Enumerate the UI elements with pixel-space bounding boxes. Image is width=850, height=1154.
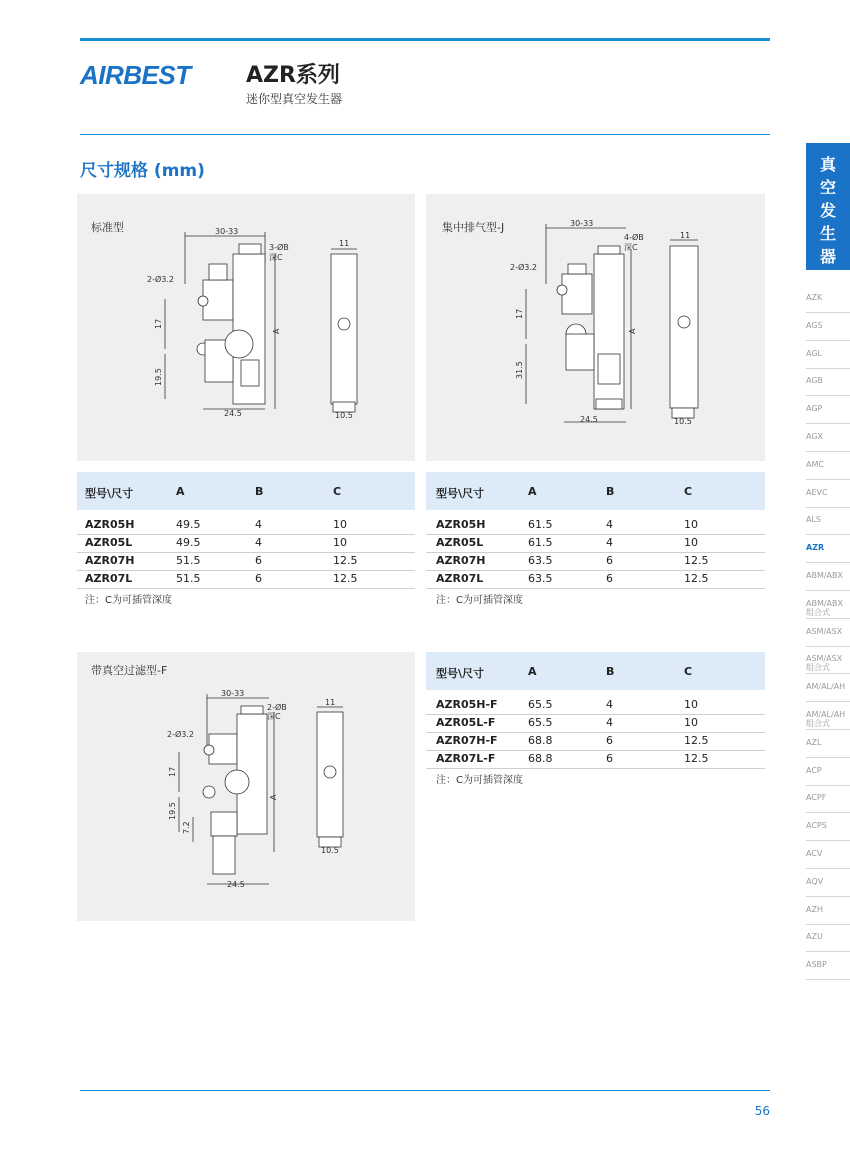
sidebar-divider	[806, 868, 850, 869]
dim-h17: 17	[168, 766, 177, 777]
table-note: 注：C为可插管深度	[85, 595, 172, 606]
dim-a: A	[628, 328, 637, 334]
sidebar-divider	[806, 896, 850, 897]
dim-hole-b: 4-ØB	[624, 233, 644, 242]
sidebar-divider	[806, 451, 850, 452]
sidebar-item-22[interactable]: AZH	[806, 904, 823, 914]
table-header	[426, 652, 765, 690]
sidebar-divider	[806, 673, 850, 674]
sidebar-item-10[interactable]: ABM/ABX	[806, 571, 843, 580]
page-number: 56	[754, 1104, 770, 1118]
sidebar-divider	[806, 701, 850, 702]
sidebar-divider	[806, 729, 850, 730]
sidebar-divider	[806, 951, 850, 952]
sidebar-divider	[806, 785, 850, 786]
dim-a: A	[269, 794, 278, 800]
table-header	[426, 472, 765, 510]
th-b: B	[606, 485, 615, 498]
sidebar-item-16[interactable]: AZL	[806, 737, 822, 747]
sidebar-divider	[806, 924, 850, 925]
drawing-label: 带真空过滤型-F	[91, 664, 168, 677]
dim-h195: 19.5	[154, 368, 163, 386]
sidebar-divider	[806, 479, 850, 480]
table-row: AZR07L-F 68.8 6 12.5	[426, 750, 765, 769]
dim-width-top: 30-33	[215, 227, 239, 236]
sidebar-divider	[806, 562, 850, 563]
sidebar-item-2[interactable]: AGL	[806, 348, 822, 358]
dim-side-b: 10.5	[321, 846, 339, 855]
sidebar-divider	[806, 840, 850, 841]
drawing-standard	[77, 194, 415, 461]
sidebar-item-12[interactable]: ASM/ASX	[806, 626, 843, 636]
table-row: AZR05L 61.5 4 10	[426, 534, 765, 553]
top-rule	[80, 38, 770, 41]
j-drawing-svg	[426, 194, 765, 461]
dim-width-top: 30-33	[221, 689, 245, 698]
table-standard	[77, 472, 415, 605]
sidebar-divider	[806, 757, 850, 758]
dim-side-b: 10.5	[335, 411, 353, 420]
table-row: AZR05L 49.5 4 10	[77, 534, 415, 553]
dim-bottom: 24.5	[580, 415, 598, 424]
sidebar-item-3[interactable]: AGB	[806, 376, 824, 386]
sidebar-item-1[interactable]: AGS	[806, 320, 823, 330]
sidebar-item-7[interactable]: AEVC	[806, 487, 828, 497]
sidebar-divider	[806, 618, 850, 619]
th-model: 型号\尺寸	[436, 667, 485, 680]
th-model: 型号\尺寸	[85, 487, 134, 500]
dim-side-w: 11	[325, 698, 336, 707]
dim-bottom: 24.5	[224, 409, 242, 418]
sidebar-item-21[interactable]: AQV	[806, 876, 824, 886]
standard-drawing-svg	[77, 194, 415, 461]
drawing-j	[426, 194, 765, 461]
f-drawing-svg	[77, 652, 415, 921]
th-model: 型号\尺寸	[436, 487, 485, 500]
footer-rule	[80, 1090, 770, 1091]
sidebar-item-15[interactable]: AM/AL/AH 组合式	[806, 710, 846, 728]
airbest-logo: AIRBEST	[80, 60, 191, 90]
sidebar-item-23[interactable]: AZU	[806, 932, 823, 942]
th-a: A	[528, 665, 537, 678]
table-note: 注：C为可插管深度	[436, 595, 523, 606]
dim-a: A	[272, 328, 281, 334]
drawing-label: 集中排气型-J	[442, 221, 505, 234]
th-c: C	[333, 485, 342, 498]
dim-hole: 2-Ø3.2	[510, 263, 537, 272]
sidebar-item-4[interactable]: AGP	[806, 404, 823, 414]
sidebar-category-tab[interactable]: 真 空 发 生 器	[806, 143, 850, 270]
th-c: C	[684, 485, 693, 498]
dim-side-w: 11	[680, 231, 691, 240]
sidebar-divider	[806, 312, 850, 313]
drawing-f	[77, 652, 415, 921]
sidebar-item-19[interactable]: ACPS	[806, 821, 827, 831]
sidebar-item-17[interactable]: ACP	[806, 765, 822, 775]
dim-hole: 2-Ø3.2	[147, 275, 174, 284]
sidebar-item-5[interactable]: AGX	[806, 432, 824, 441]
table-row: AZR05H 49.5 4 10	[77, 516, 415, 535]
sidebar-item-20[interactable]: ACV	[806, 849, 823, 858]
dim-width-top: 30-33	[570, 219, 594, 228]
table-row: AZR07H 63.5 6 12.5	[426, 552, 765, 571]
dim-h17: 17	[515, 308, 524, 319]
th-b: B	[606, 665, 615, 678]
table-row: AZR07L 63.5 6 12.5	[426, 570, 765, 589]
dim-h72: 7.2	[182, 821, 191, 834]
dim-depth-c: 深C	[624, 243, 638, 252]
th-a: A	[528, 485, 537, 498]
sidebar-item-8[interactable]: ALS	[806, 515, 822, 525]
dim-h17: 17	[154, 318, 163, 329]
table-row: AZR07L 51.5 6 12.5	[77, 570, 415, 589]
table-row: AZR05L-F 65.5 4 10	[426, 714, 765, 733]
sidebar-divider	[806, 423, 850, 424]
th-a: A	[176, 485, 185, 498]
table-row: AZR07H-F 68.8 6 12.5	[426, 732, 765, 751]
sidebar-item-6[interactable]: AMC	[806, 459, 824, 469]
series-subtitle: 迷你型真空发生器	[246, 92, 343, 106]
sidebar-divider	[806, 812, 850, 813]
dim-depth-c: 深C	[267, 712, 281, 721]
table-note: 注：C为可插管深度	[436, 775, 523, 786]
dim-side-b: 10.5	[674, 417, 692, 426]
sidebar-item-24[interactable]: ASBP	[806, 960, 827, 970]
sidebar-divider	[806, 534, 850, 535]
sidebar-divider	[806, 340, 850, 341]
sidebar-divider	[806, 368, 850, 369]
sidebar-item-9[interactable]: AZR	[806, 543, 825, 553]
sidebar-item-18[interactable]: ACPF	[806, 793, 827, 803]
series-title: AZR系列	[246, 63, 340, 88]
table-f	[426, 652, 765, 785]
dim-bottom: 24.5	[227, 880, 245, 889]
sidebar-divider	[806, 979, 850, 980]
table-row: AZR05H 61.5 4 10	[426, 516, 765, 535]
dim-depth-c: 深C	[269, 253, 283, 262]
header-rule	[80, 134, 770, 135]
table-j	[426, 472, 765, 605]
dim-h315: 31.5	[515, 361, 524, 379]
section-title: 尺寸规格 (mm)	[80, 161, 205, 181]
sidebar-divider	[806, 646, 850, 647]
th-b: B	[255, 485, 264, 498]
sidebar-divider	[806, 590, 850, 591]
dim-side-w: 11	[339, 239, 350, 248]
th-c: C	[684, 665, 693, 678]
table-row: AZR07H 51.5 6 12.5	[77, 552, 415, 571]
sidebar-item-11[interactable]: ABM/ABX 组合式	[806, 598, 843, 617]
table-header	[77, 472, 415, 510]
dim-hole-b: 2-ØB	[267, 703, 287, 712]
table-row: AZR05H-F 65.5 4 10	[426, 696, 765, 715]
dim-h195: 19.5	[168, 802, 177, 820]
sidebar-item-0[interactable]: AZK	[806, 293, 823, 302]
dim-hole-b: 3-ØB	[269, 243, 289, 252]
drawing-label: 标准型	[91, 221, 124, 234]
sidebar-item-13[interactable]: ASM/ASX 组合式	[806, 654, 843, 673]
sidebar-item-14[interactable]: AM/AL/AH	[806, 682, 846, 692]
dim-hole: 2-Ø3.2	[167, 730, 194, 739]
sidebar-divider	[806, 395, 850, 396]
sidebar-divider	[806, 507, 850, 508]
